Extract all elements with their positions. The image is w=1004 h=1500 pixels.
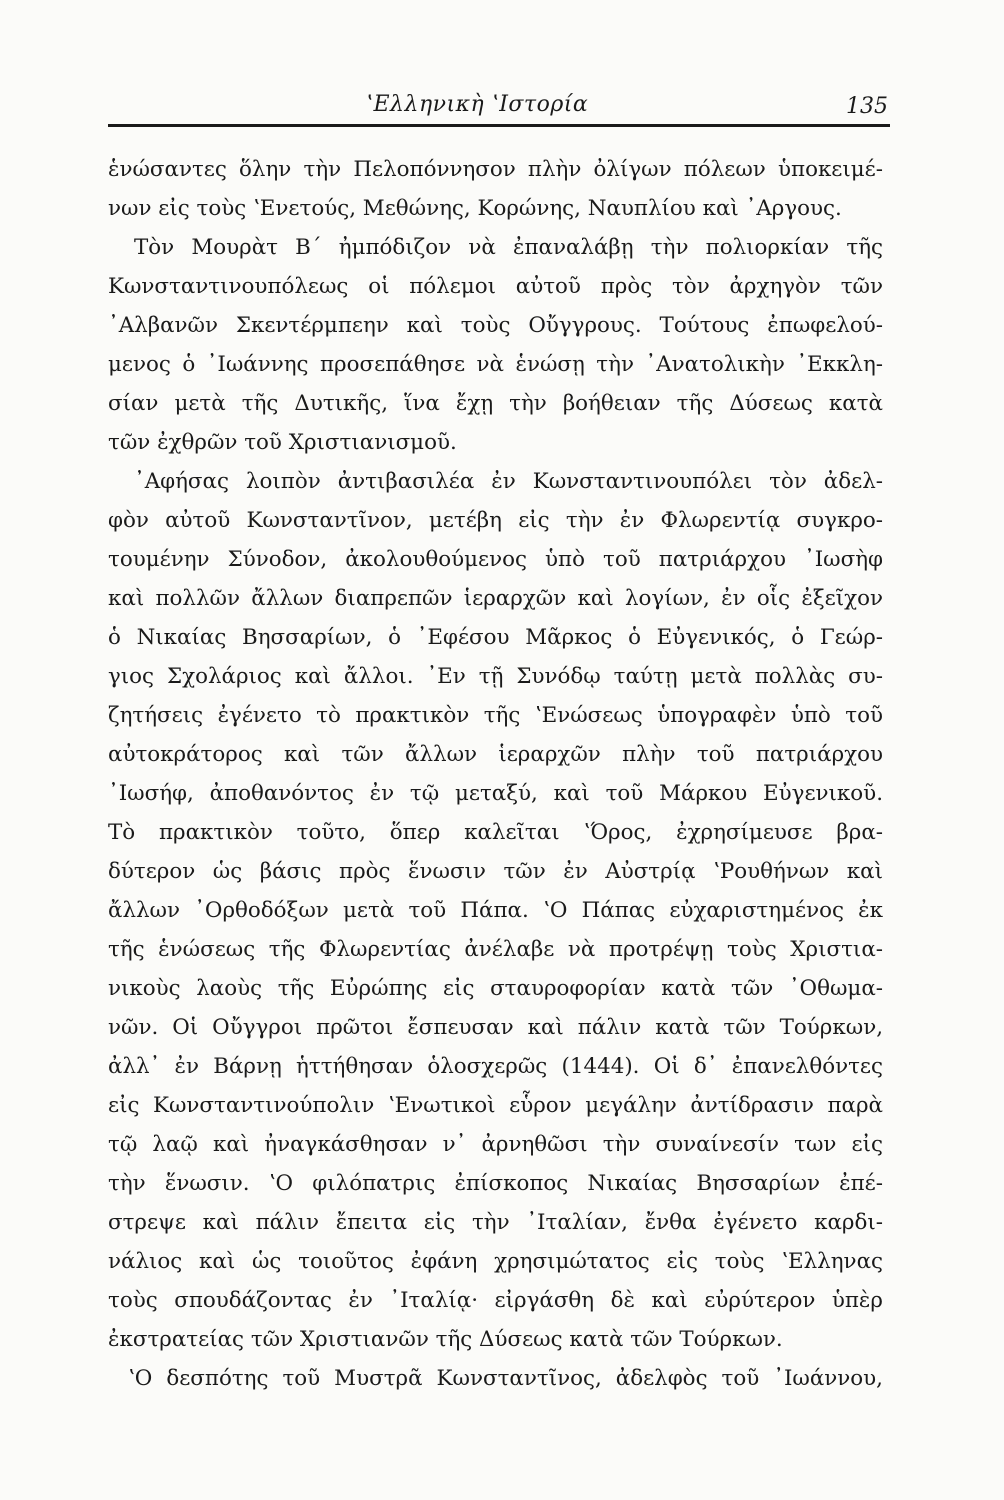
text-line: μενος ὁ ᾽Ιωάννης προσεπάθησε νὰ ἑνώσῃ τὴν ᾽Ανατολικὴν ᾽Εκκλη- (108, 352, 883, 377)
text-line: τουμένην Σύνοδον, ἀκολουθούμενος ὑπὸ τοῦ πατριάρχου ᾽Ιωσὴφ (108, 547, 883, 572)
page-header (108, 88, 888, 128)
text-line: νων εἰς τοὺς ʽΕνετούς, Μεθώνης, Κορώνης, Ναυπλίου καὶ ᾽Αργους. (108, 196, 842, 221)
text-line: στρεψε καὶ πάλιν ἔπειτα εἰς τὴν ᾽Ιταλίαν, ἔνθα ἐγένετο καρδι- (108, 1210, 883, 1235)
text-line: ὁ Νικαίας Βησσαρίων, ὁ ᾽Εφέσου Μᾶρκος ὁ Εὐγενικός, ὁ Γεώρ- (108, 625, 883, 650)
text-line: Τὸν Μουρὰτ Β΄ ἠμπόδιζον νὰ ἐπαναλάβῃ τὴν πολιορκίαν τῆς (134, 235, 883, 260)
text-line: νικοὺς λαοὺς τῆς Εὐρώπης εἰς σταυροφορίαν κατὰ τῶν ᾽Οθωμα- (108, 976, 883, 1001)
running-title: ʽΕλληνικὴ ʽΙστορία (366, 92, 589, 117)
text-line: τῆς ἑνώσεως τῆς Φλωρεντίας ἀνέλαβε νὰ προτρέψῃ τοὺς Χριστια- (108, 937, 883, 962)
text-line: τῶν ἐχθρῶν τοῦ Χριστιανισμοῦ. (108, 430, 457, 455)
page-number: 135 (846, 94, 888, 119)
text-line: τῷ λαῷ καὶ ἠναγκάσθησαν ν᾽ ἀρνηθῶσι τὴν συναίνεσίν των εἰς (108, 1132, 883, 1157)
text-line: δύτερον ὡς βάσις πρὸς ἕνωσιν τῶν ἐν Αὐστρίᾳ ʽΡουθήνων καὶ (108, 859, 883, 884)
text-line: Τὸ πρακτικὸν τοῦτο, ὅπερ καλεῖται ʽΌρος, ἐχρησίμευσε βρα- (108, 820, 883, 845)
text-line: ζητήσεις ἐγένετο τὸ πρακτικὸν τῆς ʽΕνώσεως ὑπογραφὲν ὑπὸ τοῦ (108, 703, 883, 728)
text-line: τοὺς σπουδάζοντας ἐν ᾽Ιταλίᾳ· εἰργάσθη δὲ καὶ εὐρύτερον ὑπὲρ (108, 1288, 883, 1313)
text-line: ἄλλων ᾽Ορθοδόξων μετὰ τοῦ Πάπα. ʽΟ Πάπας εὐχαριστημένος ἐκ (108, 898, 883, 923)
text-line: σίαν μετὰ τῆς Δυτικῆς, ἵνα ἔχῃ τὴν βοήθειαν τῆς Δύσεως κατὰ (108, 391, 883, 416)
text-line: ἀλλ᾽ ἐν Βάρνῃ ἡττήθησαν ὁλοσχερῶς (1444). Οἱ δ᾽ ἐπανελθόντες (108, 1054, 883, 1079)
text-line: νῶν. Οἱ Οὔγγροι πρῶτοι ἔσπευσαν καὶ πάλιν κατὰ τῶν Τούρκων, (108, 1015, 883, 1040)
text-line: ᾽Αφήσας λοιπὸν ἀντιβασιλέα ἐν Κωνσταντινουπόλει τὸν ἀδελ- (134, 469, 883, 494)
text-line: Κωνσταντινουπόλεως οἱ πόλεμοι αὐτοῦ πρὸς τὸν ἀρχηγὸν τῶν (108, 274, 883, 299)
text-line: αὐτοκράτορος καὶ τῶν ἄλλων ἱεραρχῶν πλὴν τοῦ πατριάρχου (108, 742, 883, 767)
text-line: ᾽Αλβανῶν Σκεντέρμπεην καὶ τοὺς Οὔγγρους. Τούτους ἐπωφελού- (108, 313, 883, 338)
text-line: εἰς Κωνσταντινούπολιν ʽΕνωτικοὶ εὗρον μεγάλην ἀντίδρασιν παρὰ (108, 1093, 883, 1118)
text-line: νάλιος καὶ ὡς τοιοῦτος ἐφάνη χρησιμώτατος εἰς τοὺς ʽΕλληνας (108, 1249, 883, 1274)
text-line: φὸν αὐτοῦ Κωνσταντῖνον, μετέβη εἰς τὴν ἐν Φλωρεντίᾳ συγκρο- (108, 508, 883, 533)
text-line: ἑνώσαντες ὅλην τὴν Πελοπόννησον πλὴν ὀλίγων πόλεων ὑποκειμέ- (108, 157, 883, 182)
text-line: ἐκστρατείας τῶν Χριστιανῶν τῆς Δύσεως κατὰ τῶν Τούρκων. (108, 1327, 783, 1352)
text-line: ʽΟ δεσπότης τοῦ Μυστρᾶ Κωνσταντῖνος, ἀδελφὸς τοῦ ᾽Ιωάννου, (128, 1366, 883, 1391)
text-line: τὴν ἕνωσιν. ʽΟ φιλόπατρις ἐπίσκοπος Νικαίας Βησσαρίων ἐπέ- (108, 1171, 883, 1196)
text-line: ᾽Ιωσήφ, ἀποθανόντος ἐν τῷ μεταξύ, καὶ τοῦ Μάρκου Εὐγενικοῦ. (108, 781, 883, 806)
body-text (108, 150, 883, 1398)
text-line: γιος Σχολάριος καὶ ἄλλοι. ᾽Εν τῇ Συνόδῳ ταύτῃ μετὰ πολλὰς συ- (108, 664, 883, 689)
header-rule (108, 124, 890, 127)
text-line: καὶ πολλῶν ἄλλων διαπρεπῶν ἱεραρχῶν καὶ λογίων, ἐν οἷς ἐξεῖχον (108, 586, 883, 611)
